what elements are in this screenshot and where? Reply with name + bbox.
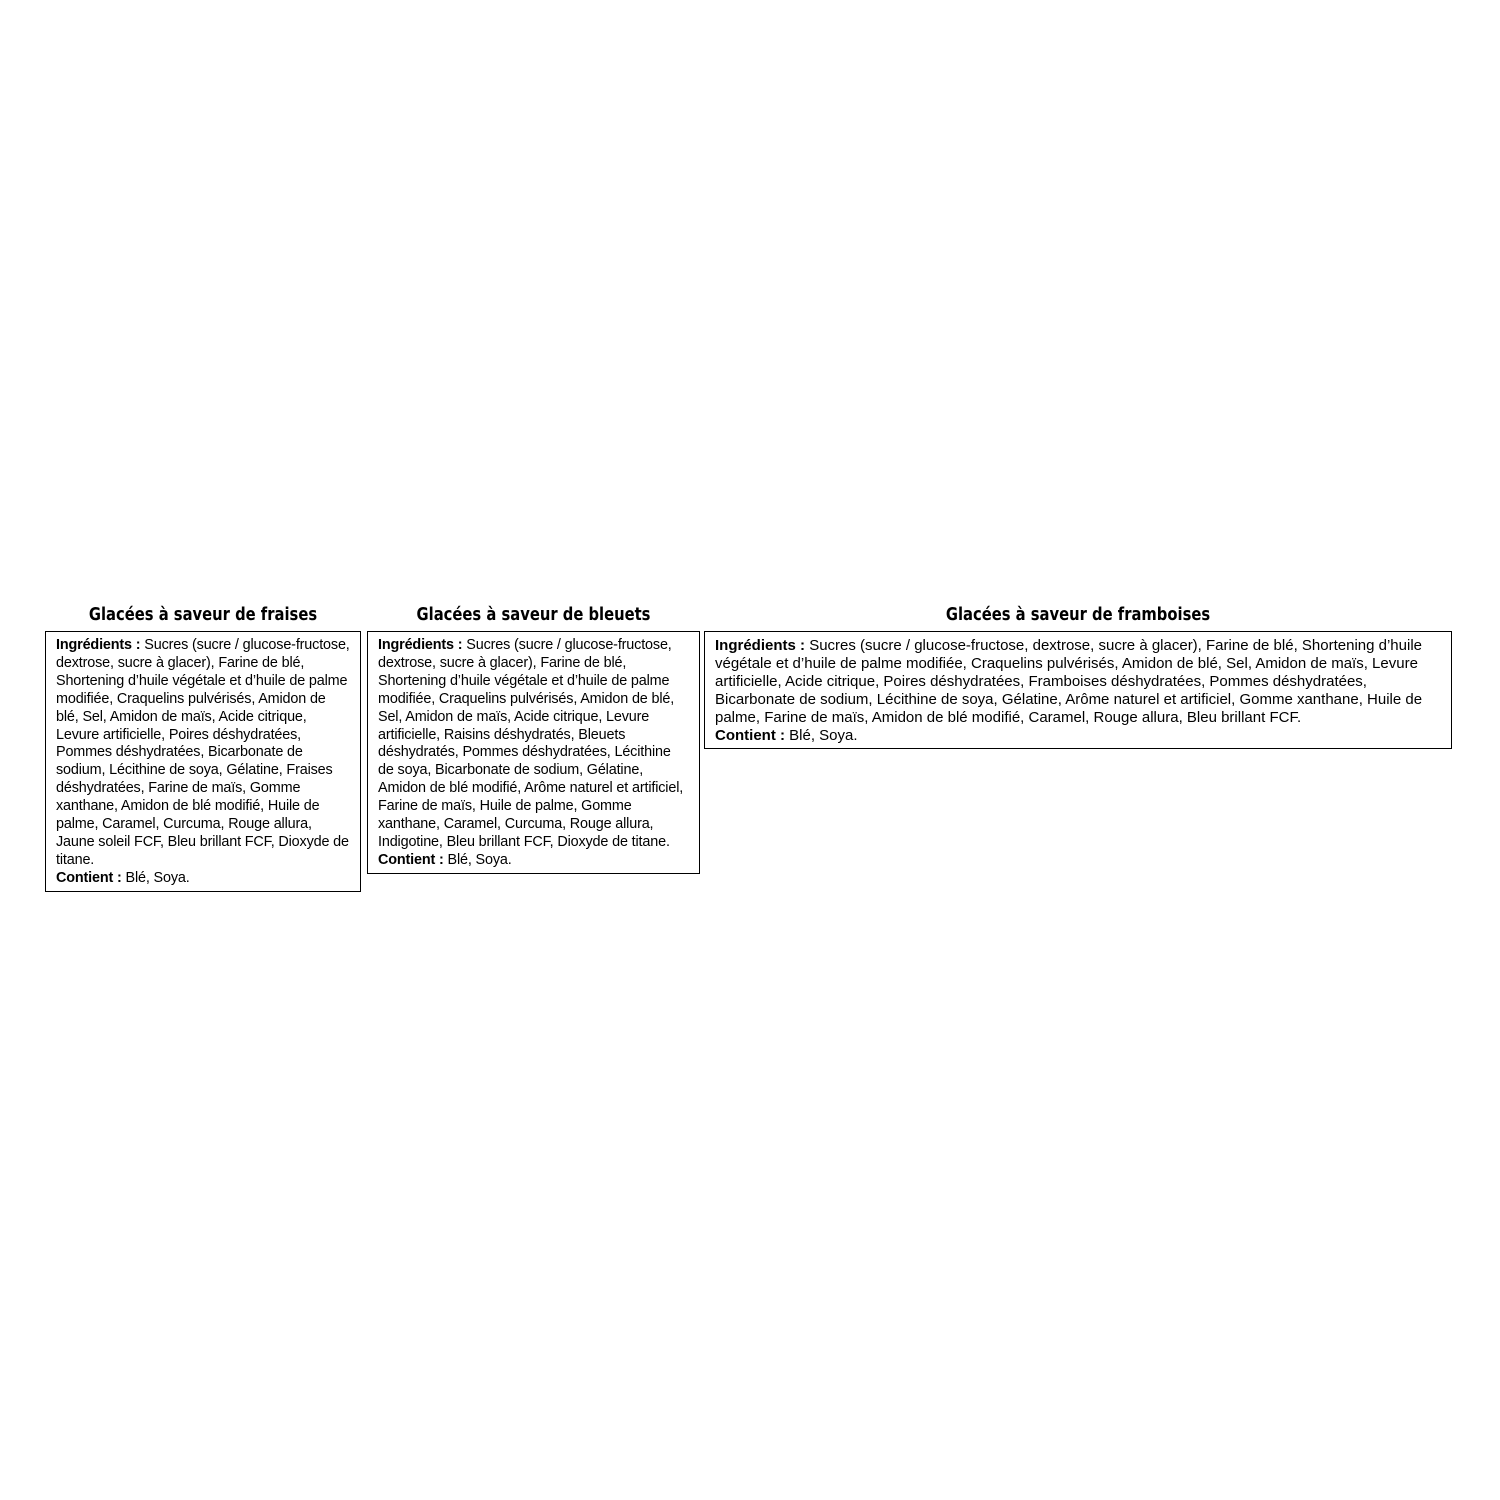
panel-bleuets — [367, 603, 700, 874]
contains-paragraph — [715, 727, 1442, 745]
panel-title: Glacées à saveur de fraises — [88, 604, 318, 625]
ingredients-box — [367, 631, 700, 874]
ingredients-text: Sucres (sucre / glucose-fructose, dextrose, sucre à glacer), Farine de blé, Shortening d’huile végétale et d’huile de palme modifiée, Craquelins pulvérisés, Amidon de blé, Sel, Amidon de maïs, Acide citrique, Levure artificielle, Raisins déshydratés, Bleuets déshydratés, Pommes déshydratées, Lécithine de soya, Bicarbonate de sodium, Gélatine, Amidon de blé modifié, Arôme naturel et artificiel, Farine de maïs, Huile de palme, Gomme xanthane, Caramel, Curcuma, Rouge allura, Indigotine, Bleu brillant FCF, Dioxyde de titane. — [378, 637, 684, 850]
ingredients-label: Ingrédients : — [56, 637, 141, 653]
contains-text: Blé, Soya. — [447, 851, 512, 868]
panel-title: Glacées à saveur de bleuets — [416, 604, 651, 625]
ingredients-box — [704, 631, 1452, 749]
contains-text: Blé, Soya. — [789, 727, 858, 744]
panel-fraises — [45, 603, 361, 892]
ingredients-text: Sucres (sucre / glucose-fructose, dextrose, sucre à glacer), Farine de blé, Shortening d’huile végétale et d’huile de palme modifiée, Craquelins pulvérisés, Amidon de blé, Sel, Amidon de maïs, Acide citrique, Levure artificielle, Poires déshydratées, Pommes déshydratées, Bicarbonate de sodium, Lécithine de soya, Gélatine, Fraises déshydratées, Farine de maïs, Gomme xanthane, Amidon de blé modifié, Huile de palme, Caramel, Curcuma, Rouge allura, Jaune soleil FCF, Bleu brillant FCF, Dioxyde de titane. — [56, 637, 350, 868]
panel-title: Glacées à saveur de framboises — [945, 604, 1211, 625]
ingredients-paragraph — [715, 637, 1442, 727]
ingredients-paragraph — [56, 637, 351, 870]
contains-label: Contient : — [56, 869, 122, 886]
contains-paragraph — [378, 852, 690, 870]
panel-framboises — [704, 603, 1452, 749]
ingredients-label: Ingrédients : — [378, 637, 463, 653]
contains-text: Blé, Soya. — [125, 869, 190, 886]
ingredients-paragraph — [378, 637, 690, 852]
ingredients-text: Sucres (sucre / glucose-fructose, dextrose, sucre à glacer), Farine de blé, Shortening d’huile végétale et d’huile de palme modifiée, Craquelins pulvérisés, Amidon de blé, Sel, Amidon de maïs, Levure artificielle, Acide citrique, Poires déshydratées, Framboises déshydratées, Pommes déshydratées, Bicarbonate de sodium, Lécithine de soya, Gélatine, Arôme naturel et artificiel, Gomme xanthane, Huile de palme, Farine de maïs, Amidon de blé modifié, Caramel, Rouge allura, Bleu brillant FCF. — [715, 637, 1423, 726]
contains-label: Contient : — [715, 727, 785, 744]
contains-paragraph — [56, 870, 351, 888]
ingredients-label: Ingrédients : — [715, 637, 806, 654]
contains-label: Contient : — [378, 851, 444, 868]
ingredients-box — [45, 631, 361, 892]
